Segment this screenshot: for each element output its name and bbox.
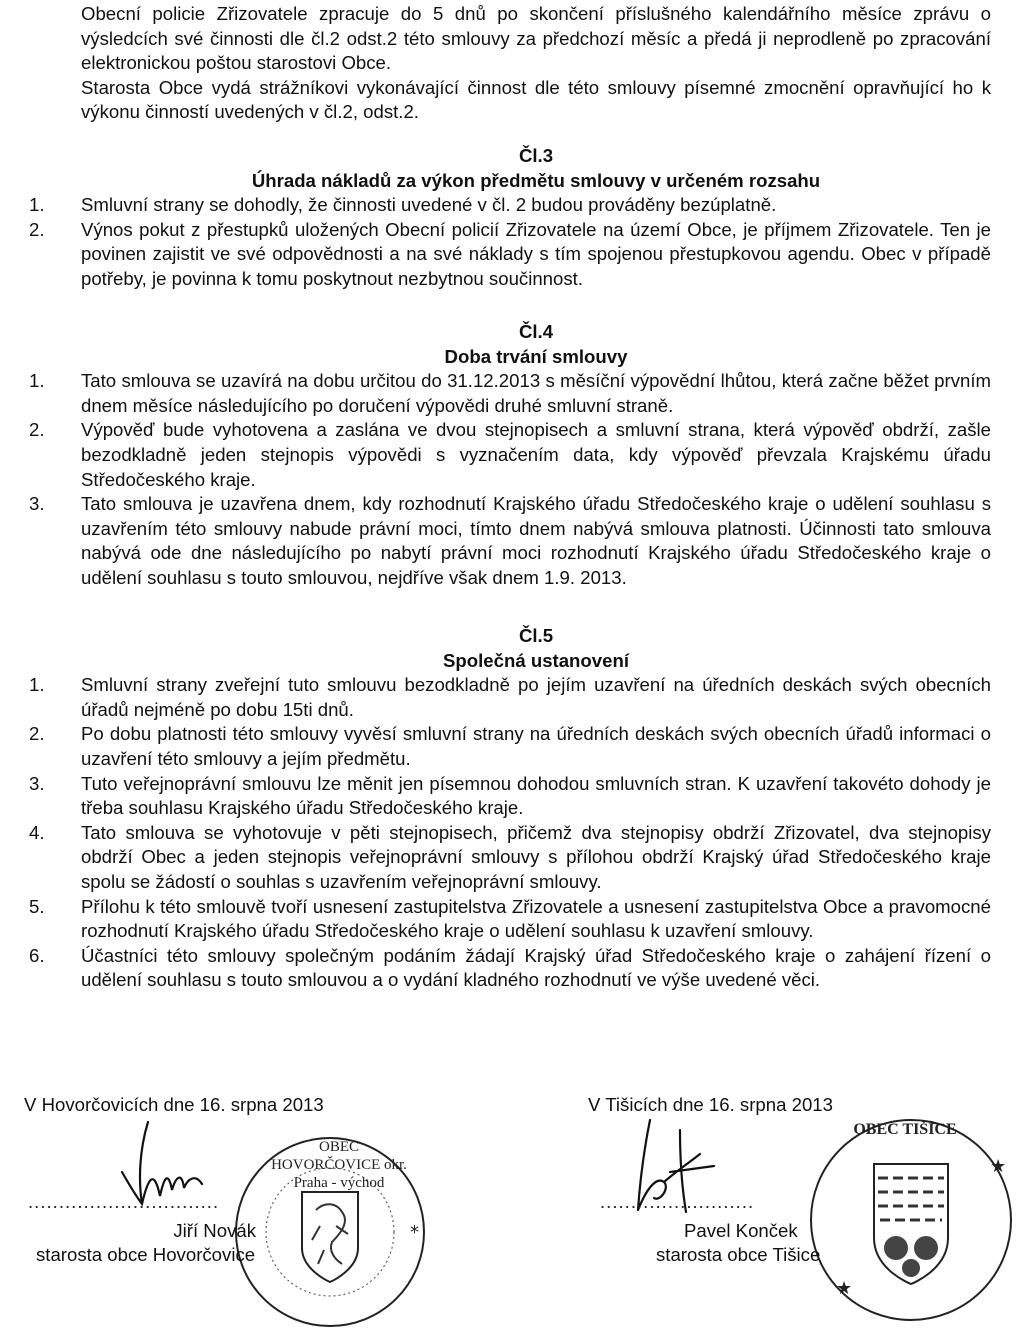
- list-item: [0, 722, 1024, 771]
- signer-name: Jiří Novák: [173, 1219, 256, 1241]
- section-4: [0, 320, 1024, 591]
- item-text: Výnos pokut z přestupků uložených Obecní policií Zřizovatele na území Obce, je příjmem Zřizovatele. Ten je povinen zajistit ve své odpovědnosti a na své náklady s tím spojenou přestupkovou agendu. Obec v případě potřeby, je povinna k tomu poskytnout nezbytnou součinnost.: [81, 218, 991, 289]
- list-item: [0, 944, 1024, 993]
- section-items: [0, 193, 1024, 291]
- stamp-text-left: OBEC HOVORČOVICE okr. Praha - východ: [271, 1139, 407, 1191]
- place-date-left: V Hovorčovicích dne 16. srpna 2013: [24, 1094, 324, 1115]
- list-item: [0, 673, 1024, 722]
- item-text: Tato smlouva se vyhotovuje v pěti stejnopisech, přičemž dva stejnopisy obdrží Zřizovatel, dva stejnopisy obdrží Obec a jeden stejnopis veřejnoprávní smlouvy s přílohou obdrží Krajský úřad Středočeského kraje spolu se žádostí o souhlas s uzavřením veřejnoprávní smlouvy.: [81, 821, 991, 892]
- signer-role: starosta obce Tišice: [656, 1244, 821, 1266]
- item-number: 3.: [29, 493, 45, 515]
- section-3: [0, 144, 1024, 292]
- item-text: Výpověď bude vyhotovena a zaslána ve dvou stejnopisech a smluvní strana, která výpověď obdrží, zašle bezodkladně jeden stejnopis výpovědi s vyznačením data, kdy výpověď převzala Krajskému úřadu Středočeského kraje.: [81, 419, 991, 490]
- list-item: [0, 772, 1024, 821]
- section-title: Doba trvání smlouvy: [444, 345, 628, 367]
- list-item: [0, 369, 1024, 418]
- signature-block-right: [600, 1121, 957, 1268]
- item-number: 1.: [29, 674, 45, 696]
- section-number: Čl.5: [518, 625, 554, 646]
- intro-paragraphs: [81, 2, 991, 125]
- section-title: Společná ustanovení: [443, 649, 629, 671]
- item-text: Tato smlouva se uzavírá na dobu určitou do 31.12.2013 s měsíční výpovědní lhůtou, která začne běžet prvním dnem měsíce následujícího po doručení výpovědi druhé smluvní straně.: [81, 370, 991, 416]
- item-text: Tato smlouva je uzavřena dnem, kdy rozhodnutí Krajského úřadu Středočeského kraje o udělení souhlasu s uzavřením této smlouvy nabude právní moci, tímto dnem nabývá smlouva platnosti. Účinnosti tato smlouva nabývá ode dne následujícího po nabytí právní moci rozhodnutí Krajského úřadu Středočeského kraje o udělení souhlasu s touto smlouvou, nejdříve však dnem 1.9. 2013.: [81, 493, 991, 588]
- item-number: 1.: [29, 194, 45, 216]
- item-number: 5.: [29, 895, 45, 917]
- item-text: Smluvní strany se dohodly, že činnosti uvedené v čl. 2 budou prováděny bezúplatně.: [81, 194, 777, 216]
- item-number: 3.: [29, 772, 45, 794]
- section-items: [0, 369, 1024, 590]
- list-item: [0, 218, 1024, 292]
- stamp-text-right: OBEC TIŠICE: [853, 1121, 957, 1138]
- item-number: 1.: [29, 370, 45, 392]
- signature-block-left: [24, 1139, 424, 1268]
- item-number: 2.: [29, 723, 45, 745]
- list-item: [0, 821, 1024, 895]
- section-items: [0, 673, 1024, 993]
- item-number: 2.: [29, 218, 45, 240]
- intro-paragraph: Starosta Obce vydá strážníkovi vykonávající činnost dle této smlouvy písemné zmocnění opravňující ho k výkonu činností uvedených v čl.2, odst.2.: [81, 76, 991, 123]
- signer-role: starosta obce Hovorčovice: [36, 1244, 256, 1266]
- section-number: Čl.4: [518, 321, 554, 342]
- item-number: 4.: [29, 821, 45, 843]
- item-number: 6.: [29, 944, 45, 966]
- place-date-right: V Tišicích dne 16. srpna 2013: [588, 1094, 833, 1115]
- section-5: [0, 624, 1024, 993]
- list-item: [0, 492, 1024, 590]
- item-number: 2.: [29, 419, 45, 441]
- list-item: [0, 895, 1024, 944]
- signer-name: Pavel Konček: [684, 1219, 798, 1241]
- item-text: Účastníci této smlouvy společným podáním žádají Krajský úřad Středočeského kraje o zahájení řízení o udělení souhlasu s touto smlouvou a o vydání kladného rozhodnutí ve výše uvedené věci.: [81, 944, 991, 991]
- section-title: Úhrada nákladů za výkon předmětu smlouvy v určeném rozsahu: [251, 169, 821, 191]
- intro-paragraph: Obecní policie Zřizovatele zpracuje do 5 dnů po skončení příslušného kalendářního měsíce zprávu o výsledcích své činnosti dle čl.2 odst.2 této smlouvy za předchozí měsíc a předá ji neprodleně po zpracování elektronickou poštou starostovi Obce.: [81, 3, 991, 74]
- item-text: Tuto veřejnoprávní smlouvu lze měnit jen písemnou dohodou smluvních stran. K uzavření takovéto dohody je třeba souhlasu Krajského úřadu Středočeského kraje.: [81, 772, 991, 819]
- signature-line: .........................: [600, 1191, 755, 1212]
- section-number: Čl.3: [518, 145, 554, 166]
- item-text: Přílohu k této smlouvě tvoří usnesení zastupitelstva Zřizovatele a usnesení zastupitelstva Obce a pravomocné rozhodnutí Krajského úřadu Středočeského kraje o udělení souhlasu k uzavření smlouvy.: [81, 895, 991, 942]
- list-item: [0, 418, 1024, 492]
- item-text: Po dobu platnosti této smlouvy vyvěsí smluvní strany na úředních deskách svých obecních úřadů informaci o uzavření této smlouvy a jejím předmětu.: [81, 723, 991, 769]
- item-text: Smluvní strany zveřejní tuto smlouvu bezodkladně po jejím uzavření na úředních deskách svých obecních úřadů nejméně po dobu 15ti dnů.: [81, 674, 991, 720]
- svg-text:★: ★: [990, 1156, 1007, 1177]
- svg-text:★: ★: [836, 1278, 853, 1299]
- signature-line: ...............................: [28, 1191, 220, 1212]
- svg-text:*: *: [410, 1222, 419, 1243]
- list-item: [0, 193, 1024, 218]
